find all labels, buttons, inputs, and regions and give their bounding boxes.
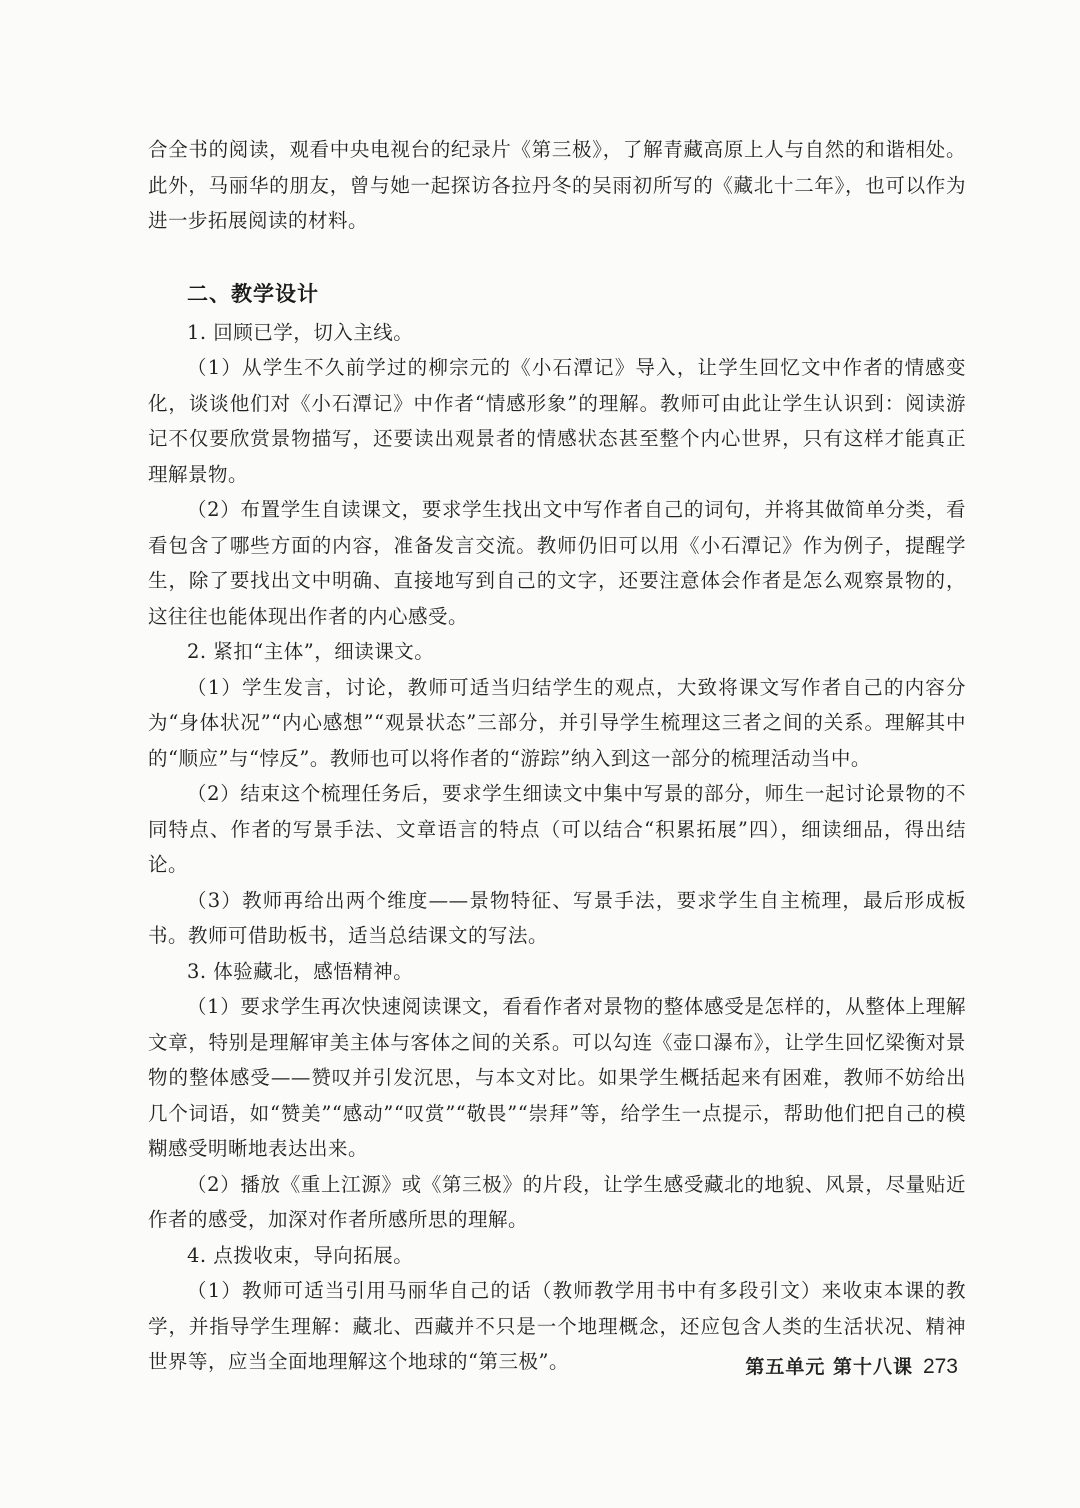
continued-paragraph: 合全书的阅读，观看中央电视台的纪录片《第三极》，了解青藏高原上人与自然的和谐相处。此外，马丽华的朋友，曾与她一起探访各拉丹冬的吴雨初所写的《藏北十二年》，也可以作为进一步拓展阅读的材料。 — [148, 138, 966, 232]
step-heading-3: 3. 体验藏北，感悟精神。 — [187, 959, 414, 983]
body-paragraph: （3）教师再给出两个维度——景物特征、写景手法，要求学生自主梳理，最后形成板书。教师可借助板书，适当总结课文的写法。 — [148, 888, 966, 947]
spacer — [148, 239, 966, 275]
body-paragraph: （2）布置学生自读课文，要求学生找出文中写作者自己的词句，并将其做简单分类，看看包含了哪些方面的内容，准备发言交流。教师仍旧可以用《小石潭记》作为例子，提醒学生，除了要找出文中明确、直接地写到自己的文字，还要注意体会作者是怎么观察景物的，这往往也能体现出作者的内心感受。 — [148, 498, 966, 628]
body-paragraph: （2）播放《重上江源》或《第三极》的片段，让学生感受藏北的地貌、风景，尽量贴近作者的感受，加深对作者所感所思的理解。 — [148, 1172, 966, 1231]
body-paragraph: （1）要求学生再次快速阅读课文，看看作者对景物的整体感受是怎样的，从整体上理解文章，特别是理解审美主体与客体之间的关系。可以勾连《壶口瀑布》，让学生回忆梁衡对景物的整体感受——赞叹并引发沉思，与本文对比。如果学生概括起来有困难，教师不妨给出几个词语，如“赞美”“感动”“叹赏”“敬畏”“崇拜”等，给学生一点提示，帮助他们把自己的模糊感受明晰地表达出来。 — [148, 995, 966, 1160]
step-heading-2: 2. 紧扣“主体”，细读课文。 — [187, 640, 435, 663]
page-footer — [745, 1352, 958, 1382]
section-title: 二、教学设计 — [187, 281, 319, 306]
step-heading-1: 1. 回顾已学，切入主线。 — [187, 320, 414, 344]
step-heading-4: 4. 点拨收束，导向拓展。 — [187, 1243, 414, 1267]
body-paragraph: （1）从学生不久前学过的柳宗元的《小石潭记》导入，让学生回忆文中作者的情感变化，谈谈他们对《小石潭记》中作者“情感形象”的理解。教师可由此让学生认识到：阅读游记不仅要欣赏景物描写，还要读出观景者的情感状态甚至整个内心世界，只有这样才能真正理解景物。 — [148, 356, 966, 486]
page-number: 273 — [922, 1355, 958, 1378]
unit-lesson-label: 第五单元 第十八课 — [745, 1356, 913, 1378]
body-paragraph: （1）学生发言，讨论，教师可适当归结学生的观点，大致将课文写作者自己的内容分为“身体状况”“内心感想”“观景状态”三部分，并引导学生梳理这三者之间的关系。理解其中的“顺应”与“悖反”。教师也可以将作者的“游踪”纳入到这一部分的梳理活动当中。 — [148, 675, 966, 770]
page-content — [148, 132, 966, 1380]
body-paragraph: （2）结束这个梳理任务后，要求学生细读文中集中写景的部分，师生一起讨论景物的不同特点、作者的写景手法、文章语言的特点（可以结合“积累拓展”四），细读细品，得出结论。 — [148, 782, 966, 876]
body-paragraph: （1）教师可适当引用马丽华自己的话（教师教学用书中有多段引文）来收束本课的教学，并指导学生理解：藏北、西藏并不只是一个地理概念，还应包含人类的生活状况、精神世界等，应当全面地理解这个地球的“第三极”。 — [148, 1279, 966, 1373]
